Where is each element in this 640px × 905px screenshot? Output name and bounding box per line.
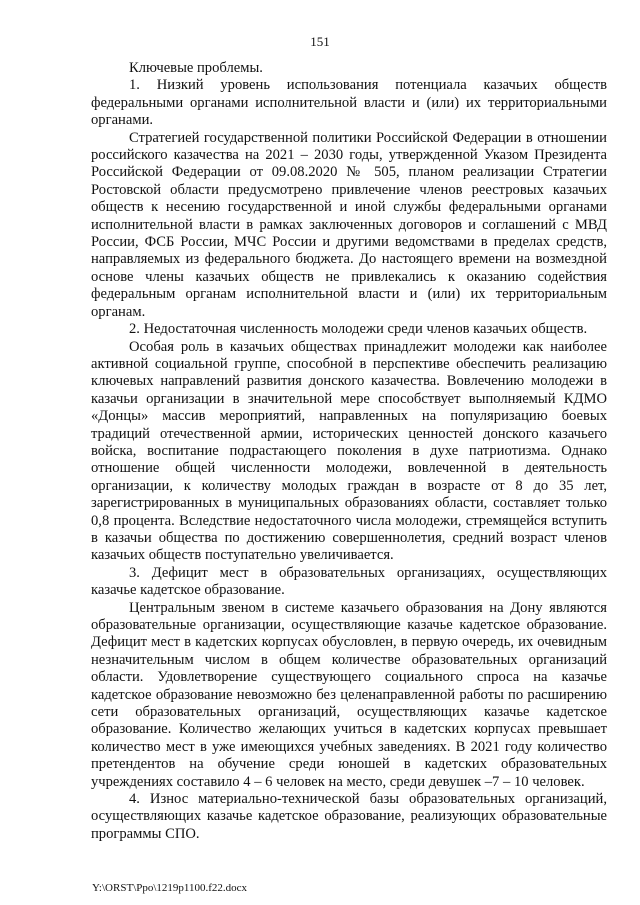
page-number: 151 xyxy=(310,34,330,49)
document-body xyxy=(91,60,607,843)
paragraph-problem-1: 1. Низкий уровень использования потенциала казачьих обществ федеральными органами исполнительной власти и (или) их территориальными органами. xyxy=(91,77,607,129)
section-heading: Ключевые проблемы. xyxy=(129,60,263,76)
footer-file-path: Y:\ORST\Ppo\1219p1100.f22.docx xyxy=(92,882,248,894)
paragraph-youth: Особая роль в казачьих обществах принадлежит молодежи как наиболее активной социальной группе, способной в перспективе обеспечить реализацию ключевых направлений развития донского казачества. Вовлечению молодежи в казачьи организации в значительной мере способствует выполняемый КДМО «Донцы» массив мероприятий, направленных на популяризацию боевых традиций отечественной армии, исторических ценностей донского казачьего войска, воспитание подрастающего поколения в духе патриотизма. Однако отношение общей численности молодежи, вовлеченной в деятельность организации, к количеству молодых граждан в возрасте от 8 до 35 лет, зарегистрированных в муниципальных образованиях области, составляет только 0,8 процента. Вследствие недостаточного числа молодежи, стремящейся вступить в казачьи общества по достижению совершеннолетия, средний возраст членов казачьих обществ поступательно увеличивается. xyxy=(91,338,607,564)
paragraph-cadet-education: Центральным звеном в системе казачьего образования на Дону являются образовательные организации, осуществляющие казачье кадетское образование. Дефицит мест в кадетских корпусах обусловлен, в первую очередь, их очевидным незначительным числом в общем количестве образовательных организаций области. Удовлетворение существующего социального спроса на казачье кадетское образование невозможно без целенаправленной работы по расширению сети образовательных организаций, осуществляющих казачье кадетское образование. Количество желающих учиться в кадетских корпусах превышает количество мест в уже имеющихся учебных заведениях. В 2021 году количество претендентов на обучение среди юношей в кадетских образовательных учреждениях составило 4 – 6 человек на место, среди девушек –7 – 10 человек. xyxy=(91,599,607,790)
paragraph-problem-4: 4. Износ материально-технической базы образовательных организаций, осуществляющих казачье кадетское образование, реализующих образовательные программы СПО. xyxy=(91,791,607,842)
paragraph-problem-2: 2. Недостаточная численность молодежи среди членов казачьих обществ. xyxy=(129,321,588,338)
paragraph-problem-3: 3. Дефицит мест в образовательных организациях, осуществляющих казачье кадетское образование. xyxy=(91,564,607,599)
paragraph-strategy: Стратегией государственной политики Российской Федерации в отношении российского казачества на 2021 – 2030 годы, утвержденной Указом Президента Российской Федерации от 09.08.2020 № 505, планом реализации Стратегии Ростовской области предусмотрено привлечение членов реестровых казачьих обществ к несению государственной и иной службы федеральными органами исполнительной власти в рамках заключенных договоров и соглашений с МВД России, ФСБ России, МЧС России и другими ведомствами в пределах средств, направляемых из федерального бюджета. До настоящего времени на возмездной основе члены казачьих обществ не привлекались к оказанию содействия федеральным органам исполнительной власти и (или) их территориальным органам. xyxy=(91,129,607,320)
